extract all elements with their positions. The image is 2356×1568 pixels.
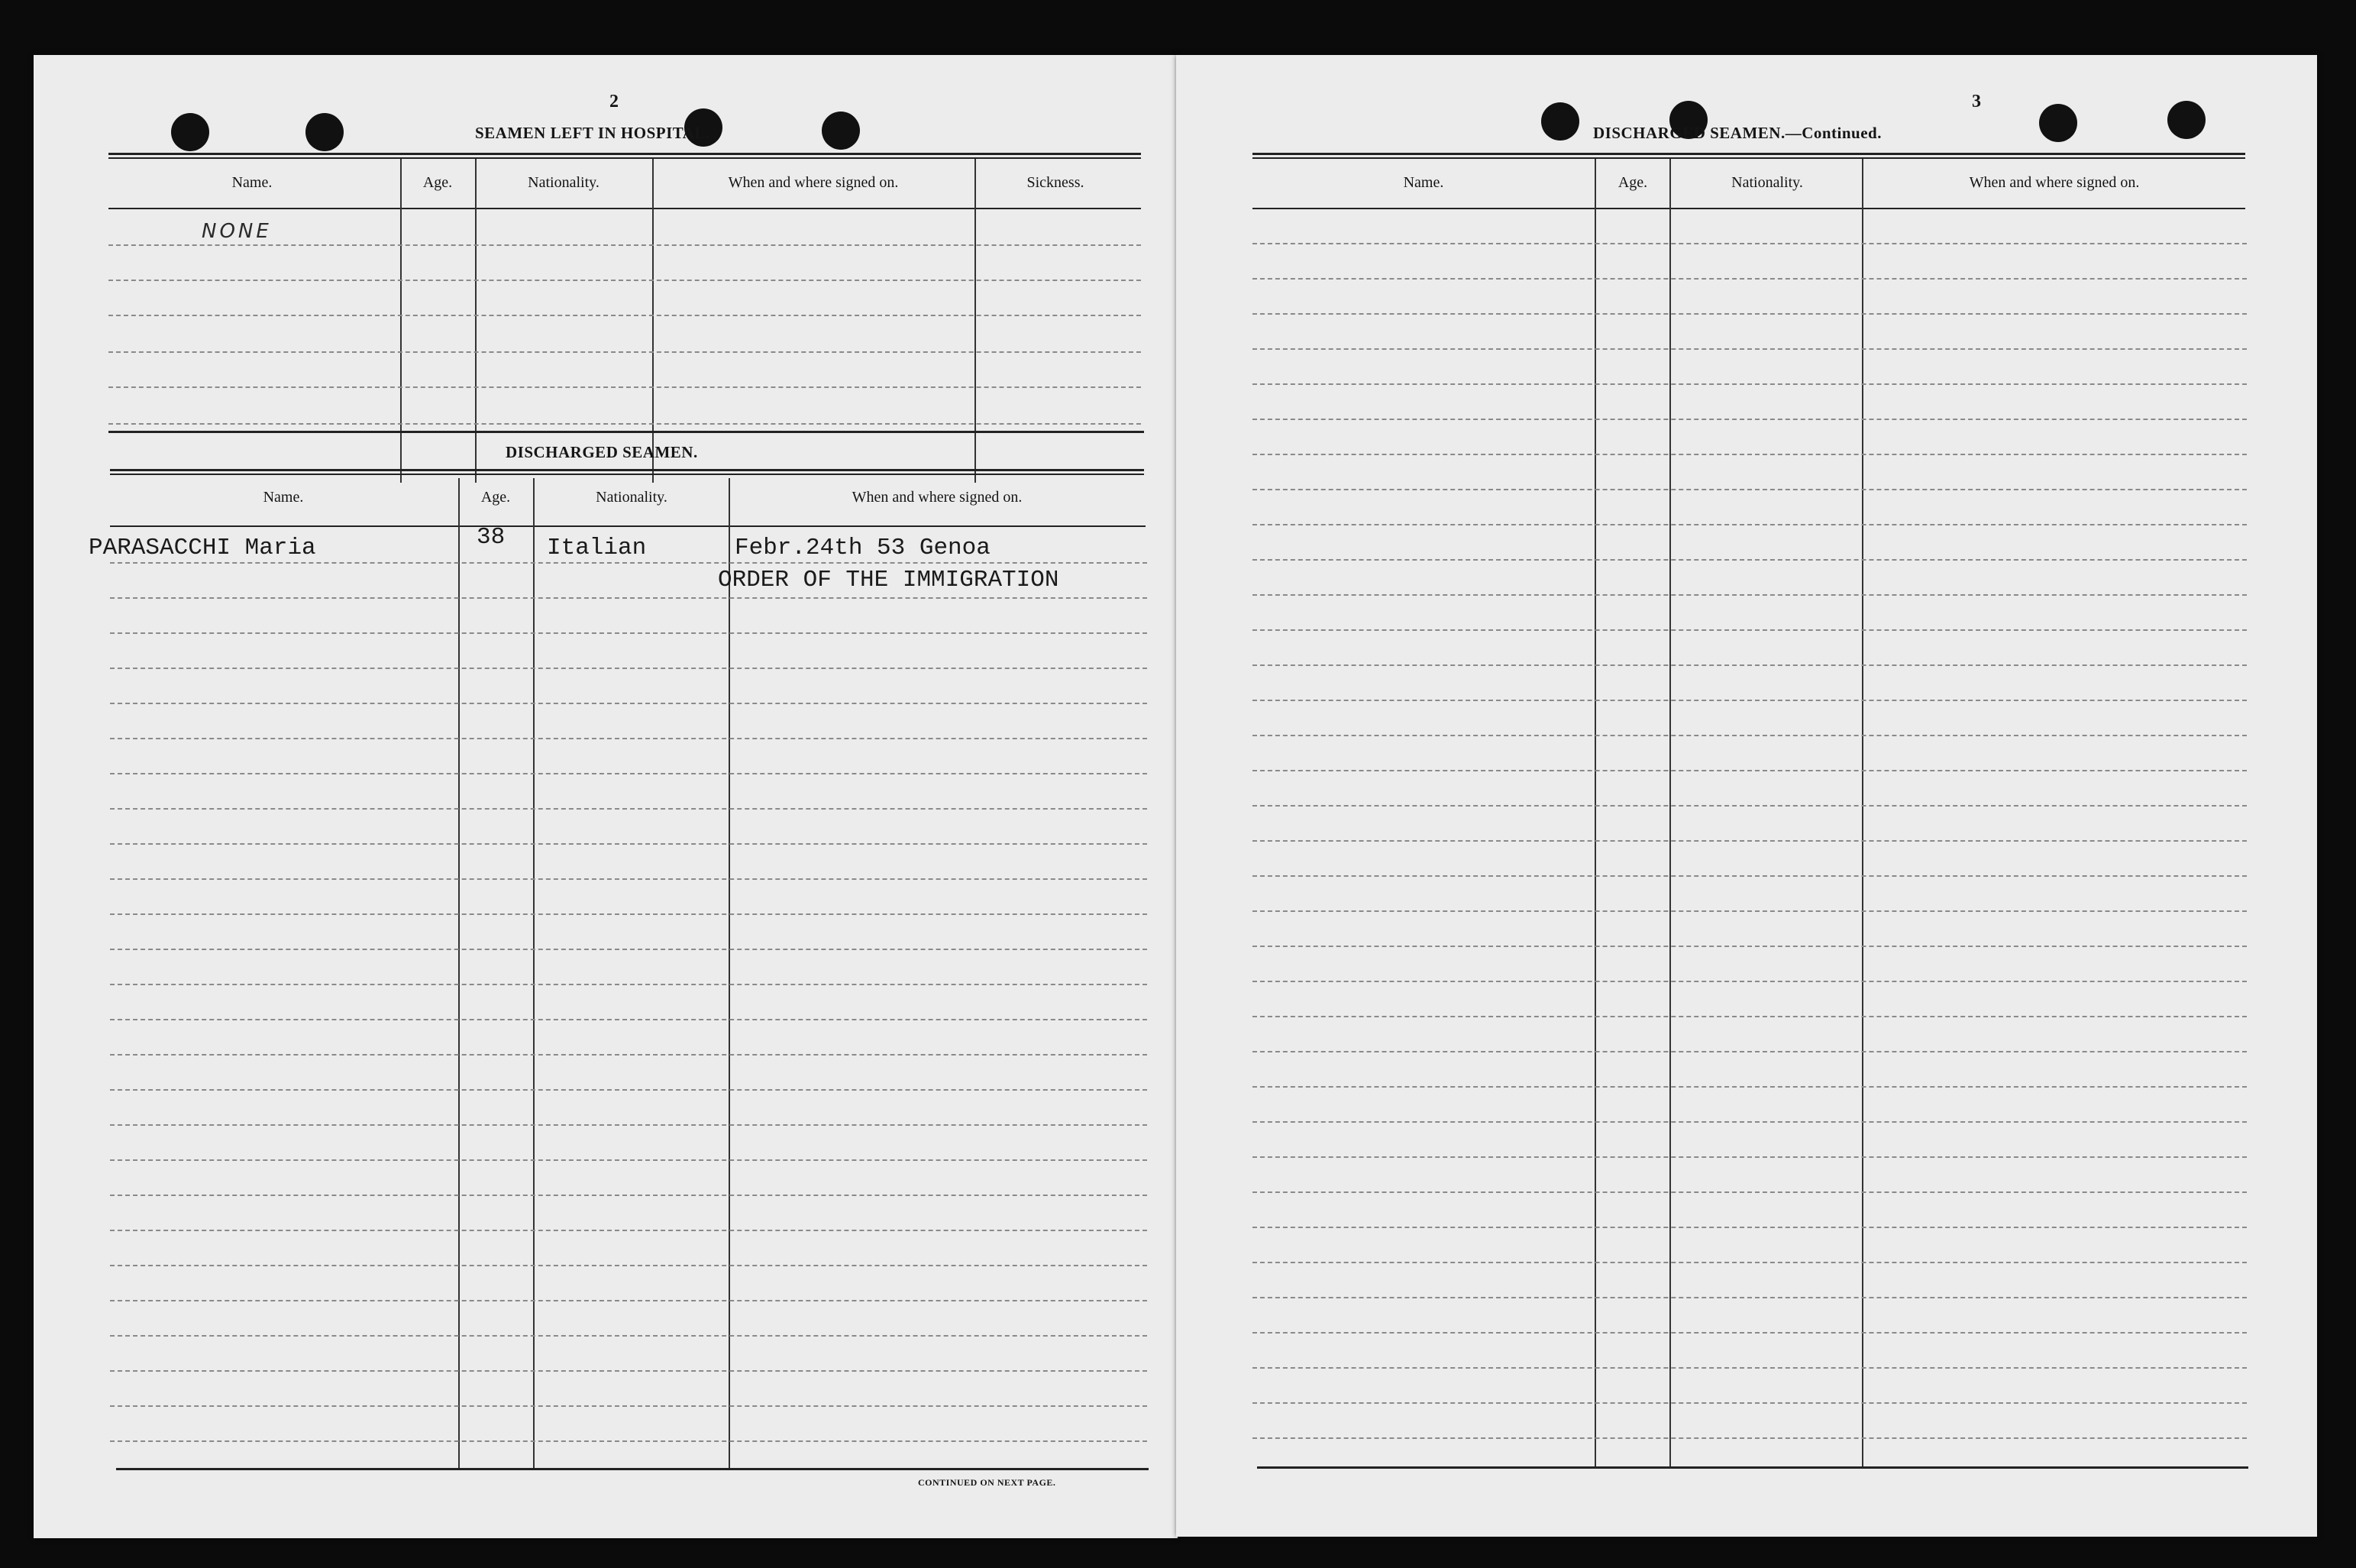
seaman-age: 38	[477, 524, 506, 551]
page-number: 3	[1972, 92, 1981, 112]
discharged-column-header-when-where: When and where signed on.	[852, 489, 1023, 506]
punch-hole	[305, 113, 344, 151]
hospital-entry-none: NONE	[202, 220, 272, 243]
punch-hole	[2167, 101, 2206, 139]
column-header-nationality: Nationality.	[528, 174, 600, 191]
continued-footer: CONTINUED ON NEXT PAGE.	[918, 1477, 1056, 1488]
column-header-age: Age.	[422, 174, 453, 191]
page-number: 2	[609, 92, 619, 112]
column-header-name: Name.	[231, 174, 273, 191]
right-column-header-when-where: When and where signed on.	[1969, 174, 2140, 191]
right-column-header-age: Age.	[1618, 174, 1648, 191]
discharged-column-header-name: Name.	[263, 489, 304, 506]
column-header-sickness: Sickness.	[1026, 174, 1084, 191]
right-column-header-name: Name.	[1403, 174, 1444, 191]
discharged-column-header-age: Age.	[480, 489, 511, 506]
right-column-header-nationality: Nationality.	[1731, 174, 1803, 191]
seaman-nationality: Italian	[547, 535, 647, 561]
punch-hole	[2039, 104, 2077, 142]
discharged-continued-title: DISCHARGED SEAMEN.—Continued.	[1593, 124, 1882, 142]
seaman-name: PARASACCHI Maria	[89, 535, 316, 561]
punch-hole	[1541, 102, 1579, 141]
hospital-section-title: SEAMEN LEFT IN HOSPITAL.	[475, 124, 710, 142]
discharged-column-header-nationality: Nationality.	[596, 489, 667, 506]
discharged-section-title: DISCHARGED SEAMEN.	[506, 443, 698, 461]
seaman-signed-on-note: ORDER OF THE IMMIGRATION	[718, 567, 1059, 593]
column-header-when-where: When and where signed on.	[728, 174, 899, 191]
left-page	[34, 55, 1178, 1538]
right-page	[1176, 55, 2317, 1537]
seaman-signed-on: Febr.24th 53 Genoa	[735, 535, 991, 561]
punch-hole	[822, 112, 860, 150]
punch-hole	[171, 113, 209, 151]
